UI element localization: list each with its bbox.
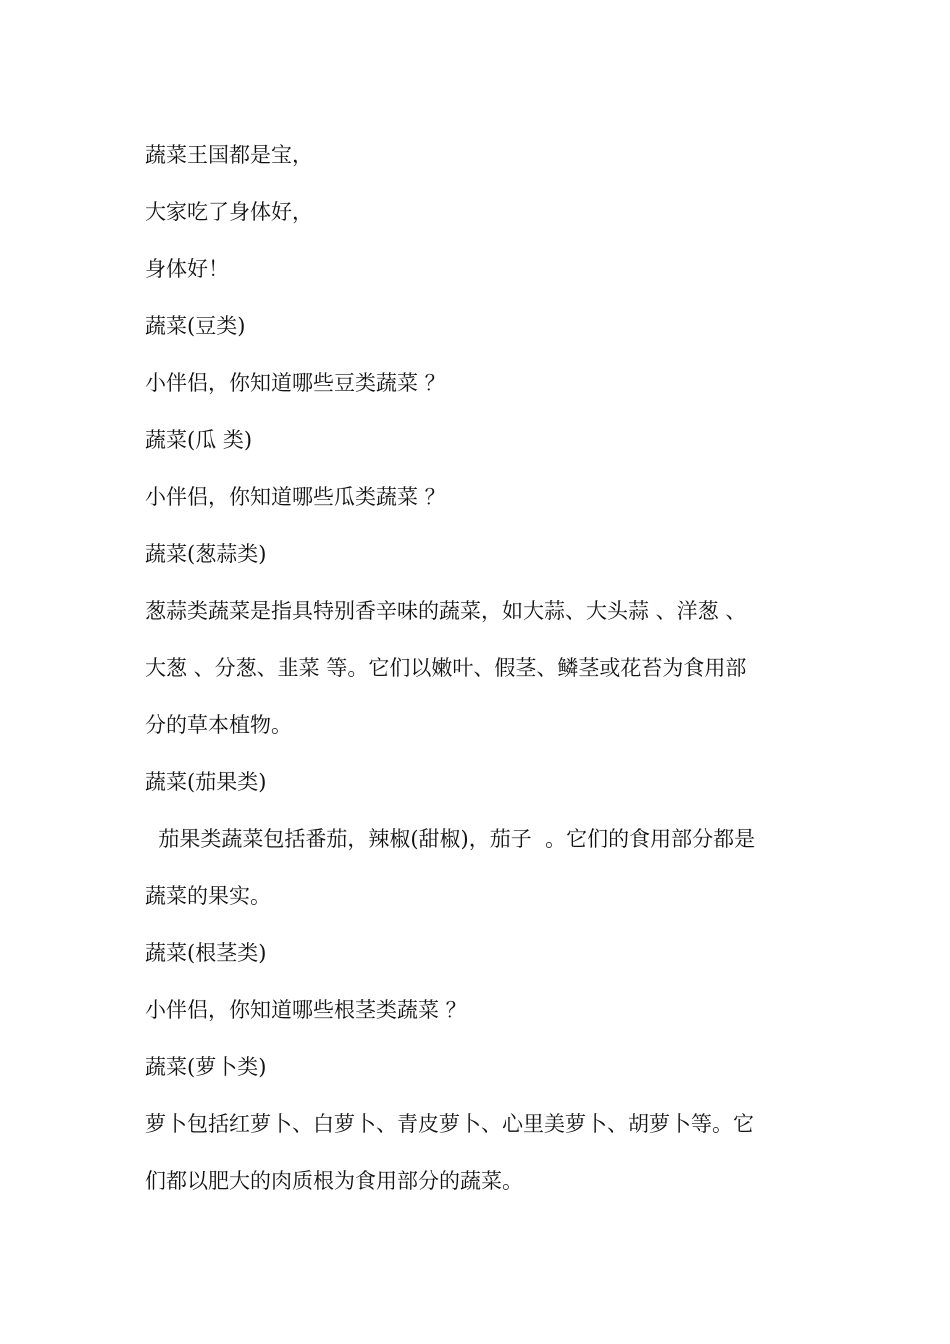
text-line: 大家吃了身体好， bbox=[145, 200, 313, 224]
text-line: 们都以肥大的肉质根为食用部分的蔬菜。 bbox=[145, 1169, 523, 1193]
text-line: 身体好！ bbox=[145, 257, 229, 281]
section-heading-roots: 蔬菜(根茎类) bbox=[145, 941, 267, 965]
text-line: 小伴侣，你知道哪些瓜类蔬菜 ？ bbox=[145, 485, 446, 509]
section-heading-melons: 蔬菜(瓜 类) bbox=[145, 428, 253, 452]
text-line: 蔬菜的果实。 bbox=[145, 884, 271, 908]
text-line: 蔬菜王国都是宝， bbox=[145, 143, 313, 167]
text-line: 小伴侣，你知道哪些根茎类蔬菜 ？ bbox=[145, 998, 467, 1022]
text-line: 分的草本植物。 bbox=[145, 713, 292, 737]
document-body bbox=[145, 127, 810, 1210]
section-heading-radish: 蔬菜(萝卜类) bbox=[145, 1055, 267, 1079]
section-heading-beans: 蔬菜(豆类) bbox=[145, 314, 246, 338]
text-line: 茄果类蔬菜包括番茄，辣椒(甜椒)，茄子 。它们的食用部分都是 bbox=[145, 827, 756, 851]
section-heading-solanaceous: 蔬菜(茄果类) bbox=[145, 770, 267, 794]
text-line: 葱蒜类蔬菜是指具特别香辛味的蔬菜，如大蒜、大头蒜 、洋葱 、 bbox=[145, 599, 747, 623]
text-line: 小伴侣，你知道哪些豆类蔬菜 ？ bbox=[145, 371, 446, 395]
section-heading-alliums: 蔬菜(葱蒜类) bbox=[145, 542, 267, 566]
text-line: 萝卜包括红萝卜、白萝卜、青皮萝卜、心里美萝卜、胡萝卜等。它 bbox=[145, 1112, 754, 1136]
text-line: 大葱 、分葱、韭菜 等。它们以嫩叶、假茎、鳞茎或花苔为食用部 bbox=[145, 656, 747, 680]
